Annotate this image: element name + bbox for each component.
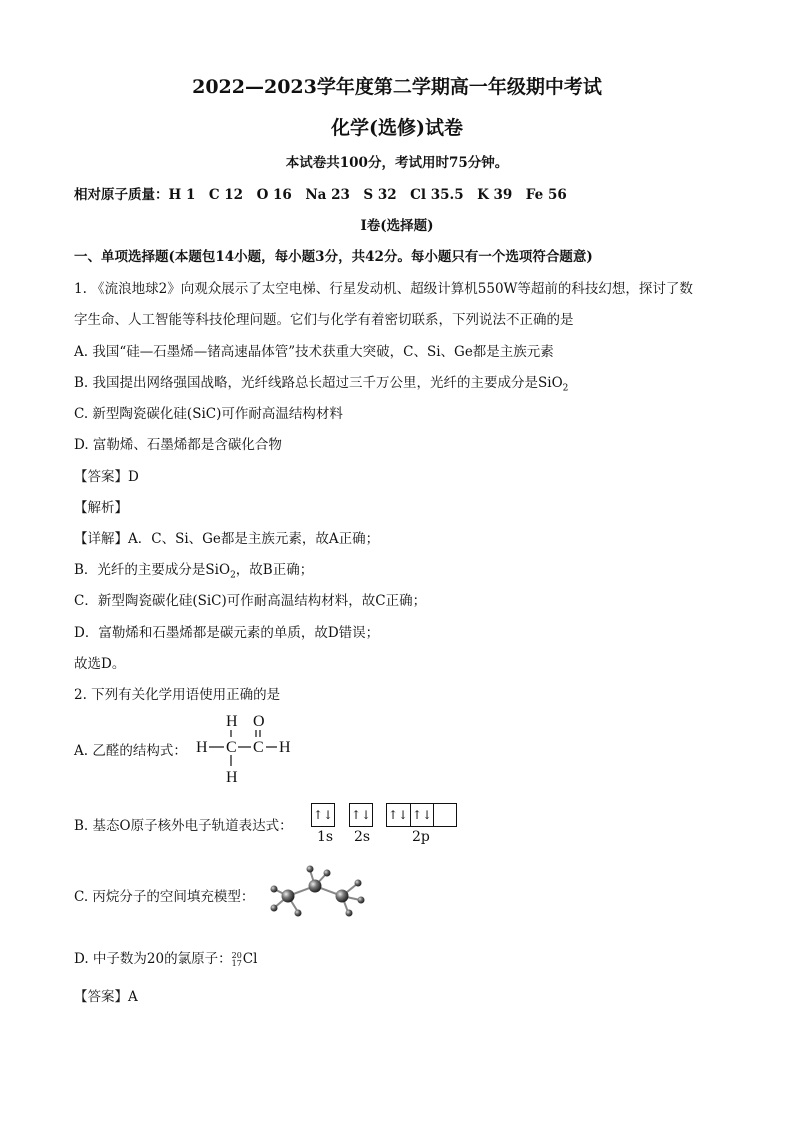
q2-option-d: D. 中子数为20的氯原子：20 17Cl [74,950,258,968]
atom-h-right: H [279,739,291,756]
q1-conclusion: 故选D。 [74,656,126,672]
orbital-1s-arrows: ↑↓ [312,808,334,822]
acetaldehyde-structure [190,710,300,788]
q1-option-b: B. 我国提出网络强国战略，光纤线路总长超过三千万公里，光纤的主要成分是SiO$_2$ [74,375,569,394]
orbital-2s-arrows: ↑↓ [350,808,372,822]
exam-info: 本试卷共100分，考试用时75分钟。 [285,155,509,171]
orbital-2p [386,803,457,827]
q1-stem-line1: 1. 《流浪地球2》向观众展示了太空电梯、行星发动机、超级计算机550W等超前的科技幻想，探讨了数 [74,281,693,297]
q1-option-d: D. 富勒烯、石墨烯都是含碳化合物 [74,437,282,453]
orbital-2s [349,803,373,827]
q1-detail-d: D．富勒烯和石墨烯都是碳元素的单质，故D错误； [74,625,380,641]
q1-stem-line2: 字生命、人工智能等科技伦理问题。它们与化学有着密切联系，下列说法不正确的是 [74,312,574,328]
orbital-1s [311,803,335,827]
q1-detail-c: C．新型陶瓷碳化硅(SiC)可作耐高温结构材料，故C正确； [74,593,427,609]
isotope-numbers: 20 17 [231,950,242,968]
q1-detail-b: B．光纤的主要成分是SiO$_2$，故B正确； [74,562,314,581]
q2-option-a: A. 乙醛的结构式： [74,743,187,759]
part1-heading: 一、单项选择题(本题包14小题，每小题3分，共42分。每小题只有一个选项符合题意) [74,249,593,265]
oxygen-orbital-diagram [311,803,461,849]
q1-answer: 【答案】D [74,469,139,485]
propane-model-image [262,862,372,922]
orbital-label-2p: 2p [412,829,430,845]
exam-title: 2022—2023学年度第二学期高一年级期中考试 [192,76,602,98]
atom-h-left: H [196,739,208,756]
q1-option-a: A. 我国“硅—石墨烯—锗高速晶体管”技术获重大突破，C、Si、Ge都是主族元素 [74,344,554,360]
atom-c1: C [226,739,237,756]
q1-analysis-label: 【解析】 [74,500,128,516]
orbital-label-2s: 2s [354,829,371,845]
q1-option-c: C. 新型陶瓷碳化硅(SiC)可作耐高温结构材料 [74,406,343,422]
section-heading: I卷(选择题) [360,218,434,234]
atom-h-bottom: H [226,769,238,786]
atom-h-top: H [226,713,238,730]
q2-answer: 【答案】A [74,989,138,1005]
orbital-2p-x-arrows: ↑↓ [387,808,409,822]
orbital-2p-z-arrows [433,804,456,826]
atom-o: O [253,713,265,730]
orbital-label-1s: 1s [317,829,334,845]
q2-option-b: B. 基态O原子核外电子轨道表达式： [74,818,293,834]
orbital-2p-y-arrows: ↑↓ [410,804,433,826]
q2-stem: 2. 下列有关化学用语使用正确的是 [74,687,281,703]
atom-c2: C [253,739,264,756]
q1-detail-a: 【详解】A．C、Si、Ge都是主族元素，故A正确； [74,531,380,547]
q2-option-c: C. 丙烷分子的空间填充模型： [74,889,255,905]
atomic-mass-line: 相对原子质量：H 1 C 12 O 16 Na 23 S 32 Cl 35.5 K 39 Fe 56 [74,187,567,203]
exam-subtitle: 化学(选修)试卷 [331,117,463,139]
